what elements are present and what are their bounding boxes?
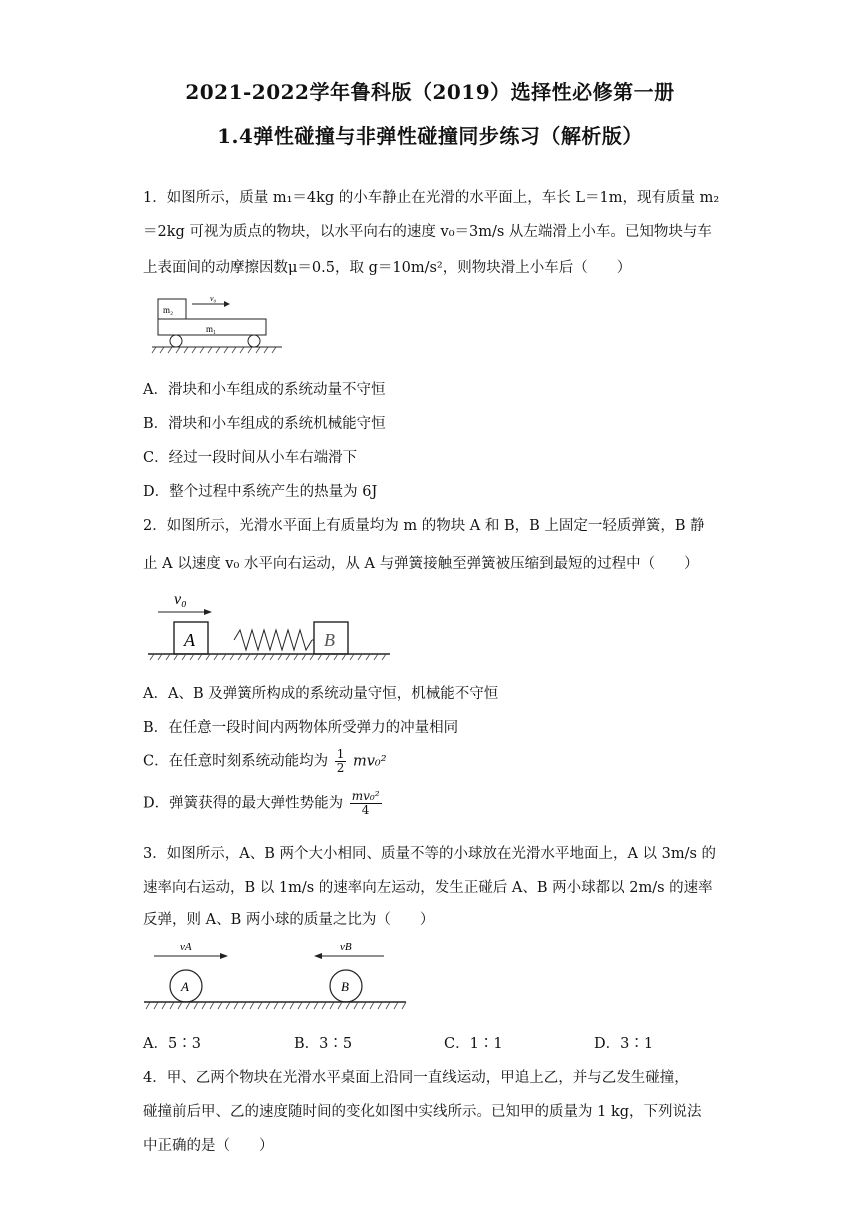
q3-option-a: A．5∶3 [143,1036,201,1052]
q3-fig-va: vA [180,941,192,953]
q2-option-c-numerator: 1 [336,747,345,761]
q3-option-b: B．3∶5 [294,1036,353,1052]
q2-text-line-2: 止 A 以速度 v₀ 水平向右运动，从 A 与弹簧接触至弹簧被压缩到最短的过程中（ ） [143,556,699,572]
q2-option-c-expression: mv₀² [352,753,387,770]
q3-option-d: D．3∶1 [594,1036,654,1052]
q2-option-b: B．在任意一段时间内两物体所受弹力的冲量相同 [143,720,459,736]
q3-text-line-2: 速率向右运动，B 以 1m/s 的速率向左运动，发生正碰后 A、B 两小球都以 2m/s 的速率 [143,880,713,896]
q1-option-a: A．滑块和小车组成的系统动量不守恒 [143,382,386,398]
q1-text-line-1: 1．如图所示，质量 m₁＝4kg 的小车静止在光滑的水平面上，车长 L＝1m，现有质量 m₂ [143,190,720,206]
q2-option-d-fraction [350,790,382,817]
q2-option-d [143,790,384,817]
q2-option-d-denominator: 4 [361,803,370,817]
q2-spring-figure [146,588,394,664]
q3-fig-b: B [341,979,349,994]
q3-option-c: C．1∶1 [444,1036,503,1052]
q1-fig-m1: m₁ [206,324,217,334]
q2-option-c-fraction [335,748,347,775]
q4-text-line-2: 碰撞前后甲、乙的速度随时间的变化如图中实线所示。已知甲的质量为 1 kg，下列说法 [143,1104,702,1120]
q3-fig-a: A [181,979,189,994]
q1-fig-v0: v₀ [210,294,217,303]
title-line-2: 1.4弹性碰撞与非弹性碰撞同步练习（解析版） [217,124,643,148]
q3-text-line-3: 反弹，则 A、B 两小球的质量之比为（ ） [143,912,435,928]
q1-text-line-3: 上表面间的动摩擦因数μ＝0.5，取 g＝10m/s²，则物块滑上小车后（ ） [143,260,632,276]
title-line-1: 2021-2022学年鲁科版（2019）选择性必修第一册 [185,80,675,104]
q2-fig-b: B [324,630,335,650]
q1-option-d: D．整个过程中系统产生的热量为 6J [143,484,378,500]
q1-cart-figure [148,292,288,354]
q2-option-d-numerator: mv₀² [351,789,380,803]
q2-option-c-denominator: 2 [336,761,345,775]
q1-text-line-2: ＝2kg 可视为质点的物块，以水平向右的速度 v₀＝3m/s 从左端滑上小车。已知物块与车 [143,224,712,240]
q2-fig-a: A [184,630,195,650]
q3-balls-figure [142,936,410,1014]
q1-fig-m2: m₂ [163,305,174,315]
q2-fig-v0: v₀ [174,591,187,608]
q2-option-c-text: C．在任意时刻系统动能均为 [143,753,329,770]
q1-option-b: B．滑块和小车组成的系统机械能守恒 [143,416,386,432]
q4-text-line-3: 中正确的是（ ） [143,1138,274,1154]
q3-fig-vb: vB [340,941,352,953]
q4-text-line-1: 4．甲、乙两个物块在光滑水平桌面上沿同一直线运动，甲追上乙，并与乙发生碰撞， [143,1070,689,1086]
q2-text-line-1: 2．如图所示，光滑水平面上有质量均为 m 的物块 A 和 B，B 上固定一轻质弹簧，B 静 [143,518,705,534]
q2-option-c [143,748,387,775]
q3-text-line-1: 3．如图所示，A、B 两个大小相同、质量不等的小球放在光滑水平地面上，A 以 3m/s 的 [143,846,717,862]
q2-option-d-text: D．弹簧获得的最大弹性势能为 [143,795,344,812]
q2-option-a: A．A、B 及弹簧所构成的系统动量守恒，机械能不守恒 [143,686,499,702]
q1-option-c: C．经过一段时间从小车右端滑下 [143,450,358,466]
